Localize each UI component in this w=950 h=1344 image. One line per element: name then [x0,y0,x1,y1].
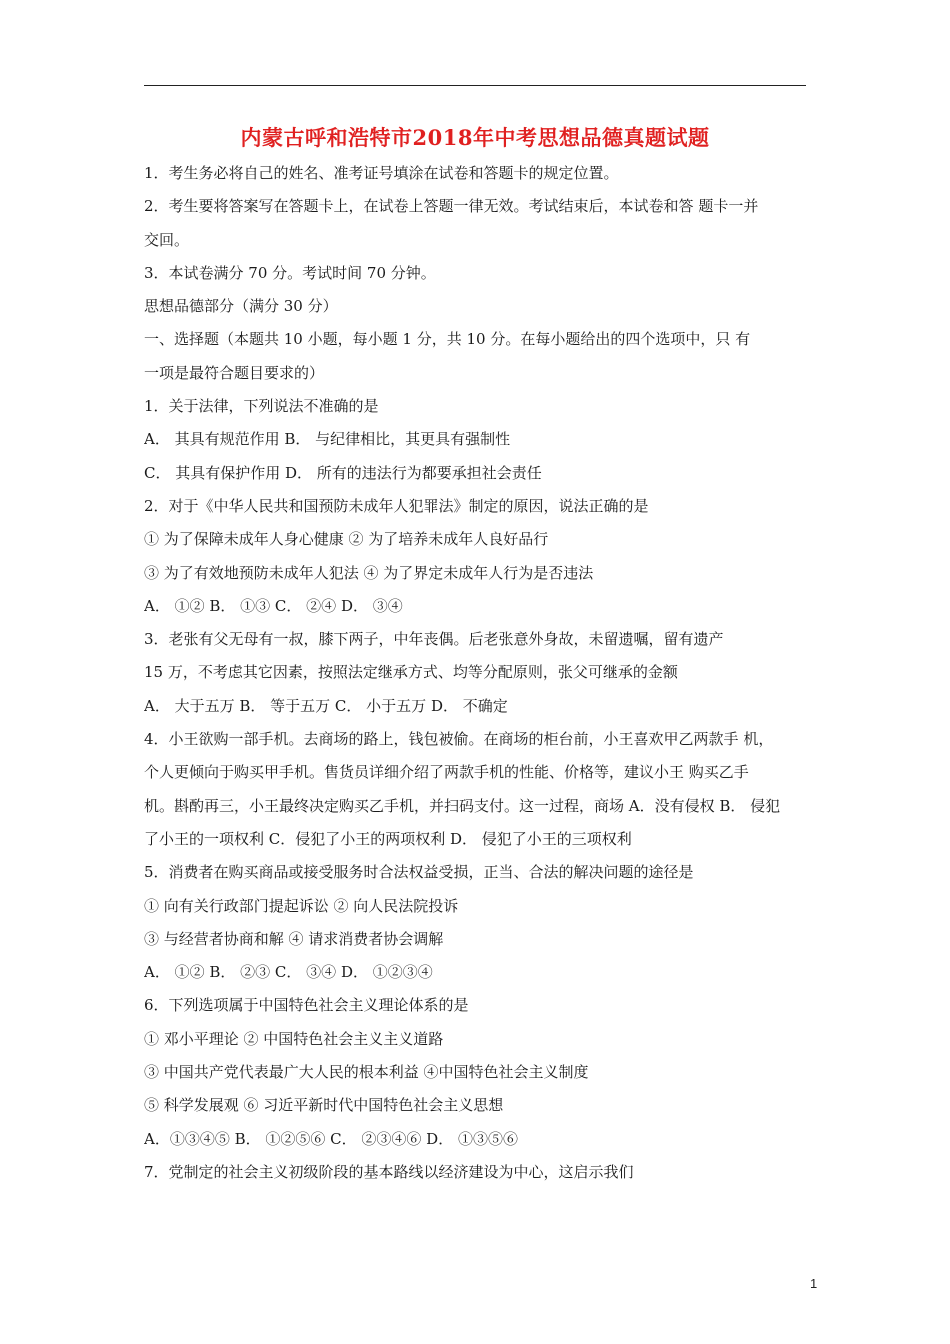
text-line: A． ①② B． ①③ C． ②④ D． ③④ [144,596,403,615]
text-line: 6．下列选项属于中国特色社会主义理论体系的是 [144,996,469,1015]
text-line: 1．关于法律，下列说法不准确的是 [144,397,379,416]
text-line: 一、选择题（本题共 10 小题，每小题 1 分，共 10 分。在每小题给出的四个选项中，只 有 [144,330,751,349]
document-body [144,162,814,1194]
text-line: ⑤ 科学发展观 ⑥ 习近平新时代中国特色社会主义思想 [144,1096,504,1115]
page-number: 1 [810,1276,818,1291]
text-line: 个人更倾向于购买甲手机。售货员详细介绍了两款手机的性能、价格等，建议小王 购买乙手 [144,763,749,782]
text-line: 3．老张有父无母有一叔，膝下两子，中年丧偶。后老张意外身故，未留遗嘱，留有遗产 [144,630,724,649]
text-line: ③ 为了有效地预防未成年人犯法 ④ 为了界定未成年人行为是否违法 [144,563,594,582]
text-line: 了小王的一项权利 C．侵犯了小王的两项权利 D． 侵犯了小王的三项权利 [144,829,632,848]
text-line: A． 大于五万 B． 等于五万 C． 小于五万 D． 不确定 [144,696,508,715]
text-line: 机。斟酌再三，小王最终决定购买乙手机，并扫码支付。这一过程，商场 A．没有侵权 B． 侵犯 [144,796,781,815]
text-line: 交回。 [144,230,190,249]
text-line: 2．对于《中华人民共和国预防未成年人犯罪法》制定的原因，说法正确的是 [144,496,649,515]
text-line: 1．考生务必将自己的姓名、准考证号填涂在试卷和答题卡的规定位置。 [144,164,619,182]
text-line: ③ 中国共产党代表最广大人民的根本利益 ④中国特色社会主义制度 [144,1063,589,1082]
text-line: 4．小王欲购一部手机。去商场的路上，钱包被偷。在商场的柜台前，小王喜欢甲乙两款手 机， [144,730,774,749]
text-line: 3．本试卷满分 70 分。考试时间 70 分钟。 [144,263,436,282]
text-line: 7．党制定的社会主义初级阶段的基本路线以经济建设为中心，这启示我们 [144,1162,634,1181]
text-line: ③ 与经营者协商和解 ④ 请求消费者协会调解 [144,929,444,948]
text-line: A．①③④⑤ B． ①②⑤⑥ C． ②③④⑥ D． ①③⑤⑥ [144,1129,518,1148]
text-line: 15 万，不考虑其它因素，按照法定继承方式、均等分配原则，张父可继承的金额 [144,663,678,682]
page-title: 内蒙古呼和浩特市2018年中考思想品德真题试题 [240,125,710,150]
text-line: 一项是最符合题目要求的） [144,363,325,382]
text-line: ① 为了保障未成年人身心健康 ② 为了培养未成年人良好品行 [144,530,549,549]
text-line: A． 其具有规范作用 B． 与纪律相比，其更具有强制性 [144,430,511,449]
text-line: A． ①② B． ②③ C． ③④ D． ①②③④ [144,963,433,982]
text-line: C． 其具有保护作用 D． 所有的违法行为都要承担社会责任 [144,463,542,482]
text-line: 思想品德部分（满分 30 分） [144,297,338,316]
text-line: 5．消费者在购买商品或接受服务时合法权益受损，正当、合法的解决问题的途径是 [144,863,694,882]
top-rule [144,85,806,86]
text-line: ① 邓小平理论 ② 中国特色社会主义主义道路 [144,1029,444,1048]
text-line: 2．考生要将答案写在答题卡上，在试卷上答题一律无效。考试结束后，本试卷和答 题卡一并 [144,197,759,216]
text-line: ① 向有关行政部门提起诉讼 ② 向人民法院投诉 [144,896,459,915]
